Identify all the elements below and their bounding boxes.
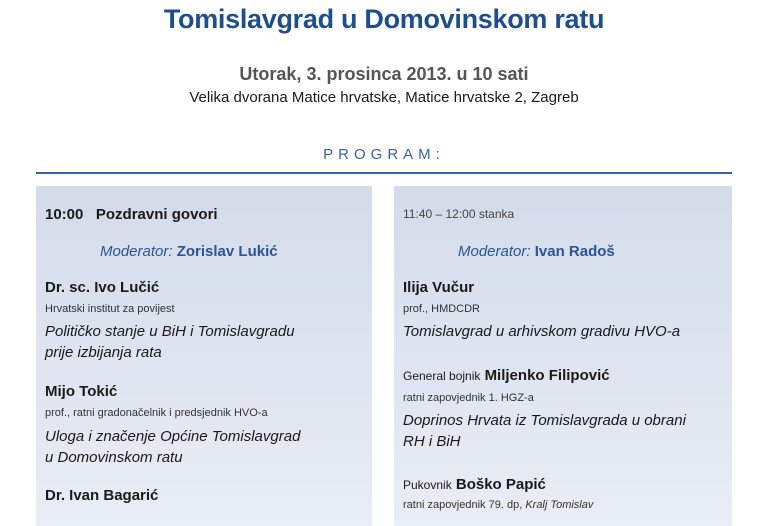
talk-title-line: u Domovinskom ratu — [45, 449, 183, 466]
moderator-label: Moderator: — [100, 243, 173, 260]
event-title: Tomislavgrad u Domovinskom ratu — [163, 4, 605, 34]
talk-title — [403, 321, 680, 342]
talk-title-line: RH i BiH — [403, 433, 461, 450]
talk-title-line: Tomislavgrad u arhivskom gradivu HVO-a — [403, 323, 681, 340]
program-column-left — [36, 186, 372, 526]
session-time: 10:00 — [45, 206, 84, 223]
talk-title — [403, 410, 686, 452]
talk-title-line: Uloga i značenje Općine Tomislavgrad — [45, 428, 301, 445]
speaker-name: Boško Papić — [455, 476, 546, 493]
speaker-heading — [403, 367, 610, 384]
program-column-right — [394, 186, 732, 526]
speaker-rank: General bojnik — [403, 369, 481, 383]
moderator-name: Ivan Radoš — [534, 243, 615, 260]
speaker-affiliation: Hrvatski institut za povijest — [45, 303, 175, 315]
session-heading — [45, 206, 218, 223]
moderator-line — [100, 243, 278, 260]
moderator-line — [458, 243, 615, 260]
talk-title — [45, 321, 295, 363]
talk-title-line: Doprinos Hrvata iz Tomislavgrada u obrani — [403, 412, 686, 429]
speaker-affiliation: ratni zapovjednik 79. dp, Kralj Tomislav — [403, 499, 594, 511]
unit-name: Kralj Tomislav — [525, 499, 594, 511]
speaker-affiliation: prof., HMDCDR — [403, 303, 481, 315]
talk-title — [45, 426, 300, 468]
speaker-name: Mijo Tokić — [45, 383, 118, 400]
speaker-affiliation: prof., ratni gradonačelnik i predsjednik HVO-a — [45, 407, 268, 419]
program-divider — [36, 172, 732, 174]
speaker-affiliation: ratni zapovjednik 1. HGZ-a — [403, 392, 534, 404]
event-date: Utorak, 3. prosinca 2013. u 10 sati — [239, 64, 529, 84]
moderator-label: Moderator: — [458, 243, 531, 260]
session-title: Pozdravni govori — [95, 206, 218, 223]
program-heading: PROGRAM: — [323, 146, 445, 163]
talk-title-line: prije izbijanja rata — [45, 344, 162, 361]
event-venue: Velika dvorana Matice hrvatske, Matice hrvatske 2, Zagreb — [189, 89, 579, 106]
affiliation-text: ratni zapovjednik 79. dp — [403, 499, 520, 511]
speaker-name: Miljenko Filipović — [484, 367, 610, 384]
speaker-heading — [403, 476, 546, 493]
speaker-name: Dr. sc. Ivo Lučić — [45, 279, 160, 296]
speaker-rank: Pukovnik — [403, 478, 452, 492]
talk-title-line: Političko stanje u BiH i Tomislavgradu — [45, 323, 295, 340]
speaker-name: Dr. Ivan Bagarić — [45, 487, 159, 504]
moderator-name: Zorislav Lukić — [176, 243, 278, 260]
speaker-name: Ilija Vučur — [403, 279, 475, 296]
break-time: 11:40 – 12:00 stanka — [403, 207, 515, 221]
